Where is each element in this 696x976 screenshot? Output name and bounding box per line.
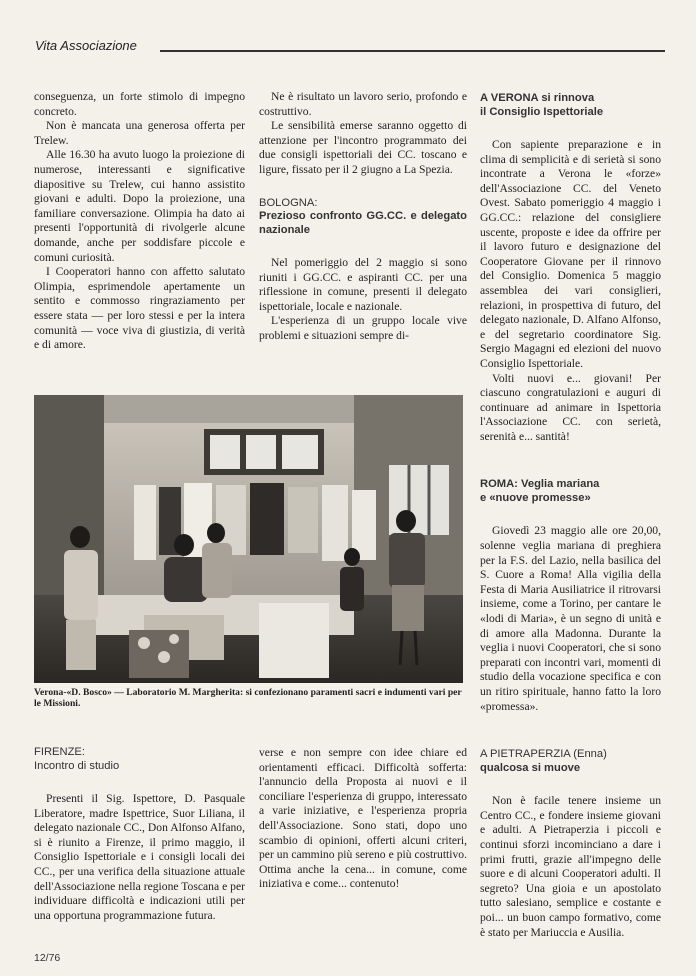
section-place: FIRENZE:: [34, 746, 85, 758]
photo-caption: Verona-«D. Bosco» — Laboratorio M. Margherita: si confezionano paramenti sacri e indumenti vari per le Missioni.: [34, 687, 462, 709]
workshop-photo: [34, 395, 463, 683]
section-title: Prezioso confronto GG.CC. e delegato nazionale: [259, 210, 467, 236]
section-heading-verona: [480, 92, 661, 119]
paragraph: Volti nuovi e... giovani! Per ciascuno congratulazioni e auguri di continuare ad animare in Ispettoria l'Associazione CC. con serietà, serenità e... santità!: [480, 371, 661, 443]
paragraph: I Cooperatori hanno con affetto salutato Olimpia, esprimendole apertamente un sentito e commosso ringraziamento per essere stata — per loro stessi e per la intera comunità — voce viva di giustizia, di verità e di amore.: [34, 265, 245, 352]
paragraph: Le sensibilità emerse saranno oggetto di attenzione per l'incontro programmato dei due consigli ispettoriali dei CC. toscano e ligure, fissato per il 2 giugno a La Spezia.: [259, 119, 467, 176]
paragraph: Presenti il Sig. Ispettore, D. Pasquale Liberatore, madre Ispettrice, Suor Liliana, il delegato nazionale CC., Don Alfonso Alfano, si è riunito a Firenze, il primo maggio, il Consiglio Ispettoriale e i consigli locali dei CC., per una verifica della situazione attuale dell'Associazione nella regione Toscana e per individuare difficoltà e indicazioni utili per una opportuna programmazione futura.: [34, 792, 245, 922]
paragraph: Giovedì 23 maggio alle ore 20,00, solenne veglia mariana di preghiera per la F.S. del Lazio, nella basilica del S. Cuore a Roma! Alla vigilia della Festa di Maria Ausiliatrice il ritrovarsi insieme, come a Torino, per cantare le «lodi di Maria», è un segno di unità e di amore alla Madonna. Durante la veglia i nuovi Cooperatori, che si sono preparati con incontri vari, momenti di studio della vocazione specifica e con un ritiro spirituale, hanno fatto la loro «promessa».: [480, 524, 661, 713]
column-1-top: [34, 90, 245, 353]
header-rule: [160, 50, 665, 52]
paragraph: Ne è risultato un lavoro serio, profondo e costruttivo.: [259, 90, 467, 118]
section-title: Incontro di studio: [34, 759, 120, 772]
paragraph: L'esperienza di un gruppo locale vive problemi e situazioni sempre di-: [259, 314, 467, 343]
paragraph: Nel pomeriggio del 2 maggio si sono riuniti i GG.CC. e aspiranti CC. per una riflessione in comune, presenti il delegato ispettoriale, locale e nazionale.: [259, 256, 467, 313]
paragraph: Non è mancata una generosa offerta per Trelew.: [34, 119, 245, 147]
section-heading-bologna: [259, 197, 467, 238]
paragraph: Alle 16.30 ha avuto luogo la proiezione di numerose, interessanti e significative diapositive su Trelew, cui hanno assistito giovani e adulti. Dopo la proiezione, una familiare conversazione. Olimpia ha dato ai presenti l'opportunità di rivolgerle alcune domande, anche per soddisfare piccole e comuni curiosità.: [34, 148, 245, 264]
page-number: 12/76: [34, 952, 61, 964]
paragraph: conseguenza, un forte stimolo di impegno concreto.: [34, 90, 245, 118]
section-header: Vita Associazione: [35, 38, 137, 53]
column-2-bottom: [259, 746, 467, 892]
section-title: qualcosa si muove: [480, 761, 581, 774]
section-place: ROMA: Veglia mariana: [480, 478, 600, 491]
section-place: BOLOGNA:: [259, 196, 318, 209]
column-3: [480, 92, 661, 940]
section-place: A PIETRAPERZIA (Enna): [480, 748, 607, 761]
section-heading-pietraperzia: [480, 748, 661, 775]
section-place: A VERONA si rinnova: [480, 92, 595, 104]
paragraph: verse e non sempre con idee chiare ed orientamenti efficaci. Difficoltà sofferta: l'annuncio della Proposta ai nuovi e il conciliare l'esperienza di gruppo, interessato a varie iniziative, e l'esperienza propria dell'Associazione. Sono stati, dopo uno scambio di opinioni, offerti alcuni criteri, per un cammino più sereno e più costruttivo. Ottima anche la cena... in comune, come iniziativa e come... contenuto!: [259, 746, 467, 891]
section-heading-firenze: [34, 746, 245, 773]
section-heading-roma: [480, 478, 661, 505]
column-1-bottom: [34, 746, 245, 923]
section-title: e «nuove promesse»: [480, 491, 591, 504]
column-2-top: [259, 90, 467, 344]
paragraph: Con sapiente preparazione e in clima di semplicità e di serietà si sono incontrate a Verona le «forze» dell'Associazione CC. del Veneto Ovest. Sabato pomeriggio 4 maggio i GG.CC.: relazione del consigliere uscente, proposte e idee da offrire per il lavoro futuro e designazione del Cooperatore Giovane per il rinnovo del Consiglio. Domenica 5 maggio assemblea dei vari consiglieri, relazioni, in prospettiva di futuro, del delegato nazionale, D. Alfano Alfonso, e del segretario coordinatore Sig. Sergio Magagni ed elezioni del nuovo Consiglio Ispettoriale.: [480, 138, 661, 370]
section-title: il Consiglio Ispettoriale: [480, 105, 604, 118]
workshop-photo-image: [34, 395, 463, 683]
paragraph: Non è facile tenere insieme un Centro CC., e fondere insieme giovani e adulti. A Pietraperzia i piccoli e continui sforzi incominciano a dare i primi frutti, grazie all'impegno delle suore e di alcuni Cooperatori adulti. Il segreto? Una gioia e un apostolato tutto salesiano, semplice e costante e poi... un buon campo formativo, come è stato per Mariuccia e Ausilia.: [480, 794, 661, 939]
